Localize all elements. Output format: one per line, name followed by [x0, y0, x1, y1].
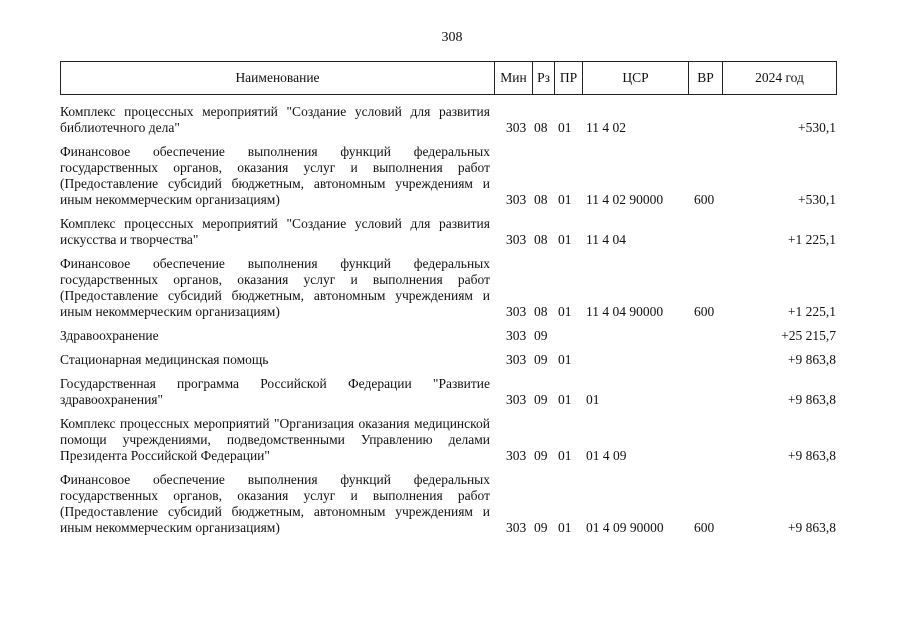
row-name: Здравоохранение — [60, 328, 159, 343]
row-vr — [688, 344, 722, 368]
row-rz: 09 — [534, 328, 548, 343]
table-row — [60, 208, 836, 248]
row-value: +9 863,8 — [787, 448, 836, 463]
row-rz: 08 — [534, 120, 548, 135]
row-min: 303 — [506, 520, 527, 535]
row-value: +1 225,1 — [787, 304, 836, 319]
page-number: 308 — [441, 30, 463, 45]
row-value: +9 863,8 — [787, 352, 836, 367]
table-row — [60, 104, 836, 136]
column-header-rz: Рз — [533, 62, 555, 95]
row-rz: 09 — [534, 520, 548, 535]
row-pr — [554, 320, 582, 344]
row-vr — [688, 320, 722, 344]
row-csr — [582, 320, 688, 344]
row-csr: 11 4 02 90000 — [586, 192, 664, 207]
row-min: 303 — [506, 232, 527, 247]
row-min: 303 — [506, 304, 527, 319]
row-rz: 08 — [534, 232, 548, 247]
row-vr: 600 — [694, 192, 715, 207]
table-row — [60, 368, 836, 408]
row-name: Финансовое обеспечение выполнения функций федеральных государственных органов, оказания услуг и выполнения работ (Предоставление субсидий бюджетным, автономным учреждениям и иным некоммерческим организациям) — [60, 256, 490, 319]
row-pr: 01 — [558, 304, 572, 319]
table-row — [60, 136, 836, 208]
row-value: +9 863,8 — [787, 392, 836, 407]
row-min: 303 — [506, 192, 527, 207]
row-rz: 09 — [534, 392, 548, 407]
column-header-csr: ЦСР — [583, 62, 689, 95]
row-vr — [688, 368, 722, 408]
row-pr: 01 — [558, 352, 572, 367]
column-header-year: 2024 год — [723, 62, 837, 95]
row-csr: 11 4 04 — [586, 232, 626, 247]
row-vr — [688, 408, 722, 464]
row-pr: 01 — [558, 520, 572, 535]
column-header-name: Наименование — [61, 62, 495, 95]
row-name: Стационарная медицинская помощь — [60, 352, 269, 367]
row-pr: 01 — [558, 392, 572, 407]
row-vr: 600 — [694, 304, 715, 319]
budget-table — [60, 104, 836, 536]
row-rz: 08 — [534, 192, 548, 207]
row-name: Финансовое обеспечение выполнения функций федеральных государственных органов, оказания услуг и выполнения работ (Предоставление субсидий бюджетным, автономным учреждениям и иным некоммерческим организациям) — [60, 472, 490, 535]
row-name: Комплекс процессных мероприятий "Создание условий для развития искусства и творчества" — [60, 216, 490, 247]
row-value: +530,1 — [798, 120, 836, 135]
row-name: Государственная программа Российской Федерации "Развитие здравоохранения" — [60, 376, 490, 407]
row-min: 303 — [506, 328, 527, 343]
table-row — [60, 408, 836, 464]
row-value: +9 863,8 — [787, 520, 836, 535]
row-name: Комплекс процессных мероприятий "Организация оказания медицинской помощи учреждениями, подведомственными Управлению делами Президента Российской Федерации" — [60, 416, 490, 463]
row-pr: 01 — [558, 192, 572, 207]
row-name: Комплекс процессных мероприятий "Создание условий для развития библиотечного дела" — [60, 104, 490, 135]
row-csr: 01 — [586, 392, 600, 407]
row-rz: 09 — [534, 352, 548, 367]
table-row — [60, 320, 836, 344]
row-min: 303 — [506, 352, 527, 367]
row-csr: 01 4 09 — [586, 448, 627, 463]
row-min: 303 — [506, 392, 527, 407]
row-csr — [582, 344, 688, 368]
row-csr: 11 4 04 90000 — [586, 304, 664, 319]
row-vr — [688, 104, 722, 136]
table-header — [60, 61, 837, 95]
row-value: +25 215,7 — [781, 328, 836, 343]
row-pr: 01 — [558, 120, 572, 135]
row-name: Финансовое обеспечение выполнения функций федеральных государственных органов, оказания услуг и выполнения работ (Предоставление субсидий бюджетным, автономным учреждениям и иным некоммерческим организациям) — [60, 144, 490, 207]
column-header-vr: ВР — [689, 62, 723, 95]
row-value: +530,1 — [798, 192, 836, 207]
row-rz: 09 — [534, 448, 548, 463]
table-row — [60, 248, 836, 320]
row-vr — [688, 208, 722, 248]
row-csr: 01 4 09 90000 — [586, 520, 664, 535]
row-vr: 600 — [694, 520, 715, 535]
row-rz: 08 — [534, 304, 548, 319]
table-row — [60, 344, 836, 368]
row-min: 303 — [506, 448, 527, 463]
table-row — [60, 464, 836, 536]
column-header-min: Мин — [495, 62, 533, 95]
row-pr: 01 — [558, 232, 572, 247]
column-header-pr: ПР — [555, 62, 583, 95]
row-min: 303 — [506, 120, 527, 135]
row-value: +1 225,1 — [787, 232, 836, 247]
row-pr: 01 — [558, 448, 572, 463]
row-csr: 11 4 02 — [586, 120, 626, 135]
